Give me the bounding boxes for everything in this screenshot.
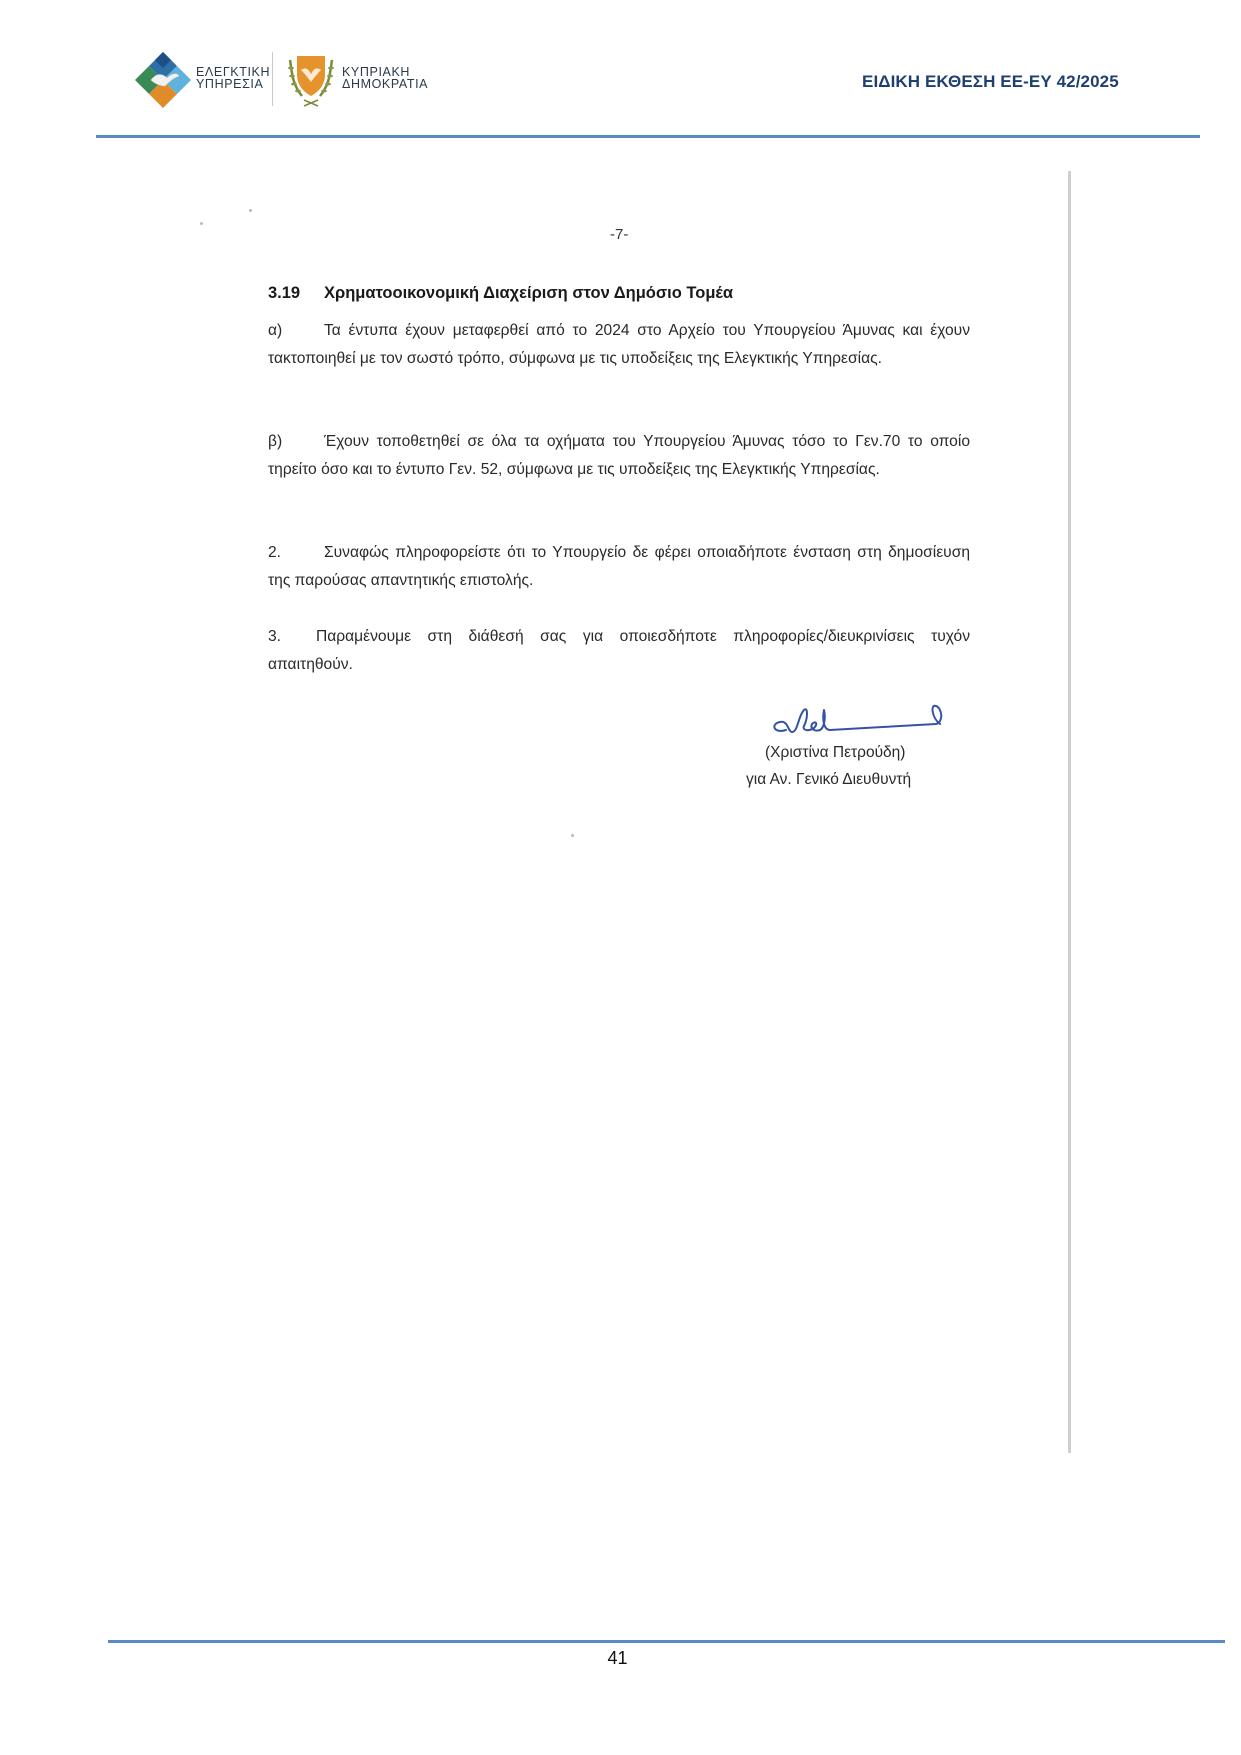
paragraph-b xyxy=(268,428,970,483)
section-number: 3.19 xyxy=(268,284,301,302)
page-number xyxy=(0,1648,1241,1669)
section-heading xyxy=(268,284,733,303)
republic-line1: ΚΥΠΡΙΑΚΗ xyxy=(342,65,411,79)
paragraph-label: β) xyxy=(268,433,283,450)
republic-line2: ΔΗΜΟΚΡΑΤΙΑ xyxy=(342,77,429,91)
paragraph-label: α) xyxy=(268,322,283,339)
paragraph-a xyxy=(268,317,970,372)
page-number-text: 41 xyxy=(607,1648,628,1668)
logo-divider xyxy=(272,52,273,106)
paragraph-text: Συναφώς πληροφορείστε ότι το Υπουργείο δε φέρει οποιαδήποτε ένσταση στη δημοσίευση της παρούσας απαντητικής επιστολής. xyxy=(268,544,970,589)
letter-page-marker: -7- xyxy=(610,226,629,243)
scan-speck xyxy=(571,834,574,837)
section-title: Χρηματοοικονομική Διαχείριση στον Δημόσιο Τομέα xyxy=(324,284,734,302)
paragraph-text: Έχουν τοποθετηθεί σε όλα τα οχήματα του Υπουργείου Άμυνας τόσο το Γεν.70 το οποίο τηρείτο όσο και το έντυπο Γεν. 52, σύμφωνα με τις υποδείξεις της Ελεγκτικής Υπηρεσίας. xyxy=(268,433,970,478)
footer-rule xyxy=(108,1640,1225,1643)
paragraph-label: 3. xyxy=(268,628,282,645)
header-rule xyxy=(96,135,1200,138)
report-title: ΕΙΔΙΚΗ ΕΚΘΕΣΗ ΕΕ-ΕΥ 42/2025 xyxy=(862,72,1119,91)
handwritten-signature xyxy=(764,696,954,746)
cyprus-coat-of-arms-icon xyxy=(282,52,340,108)
audit-office-line1: ΕΛΕΓΚΤΙΚΗ xyxy=(196,65,271,79)
paragraph-text: Παραμένουμε στη διάθεσή σας για οποιεσδήποτε πληροφορίες/διευκρινίσεις τυχόν απαιτηθούν. xyxy=(268,628,970,673)
paragraph-text: Τα έντυπα έχουν μεταφερθεί από το 2024 στο Αρχείο του Υπουργείου Άμυνας και έχουν τακτοποιηθεί με τον σωστό τρόπο, σύμφωνα με τις υποδείξεις της Ελεγκτικής Υπηρεσίας. xyxy=(268,322,970,367)
signatory-title: για Αν. Γενικό Διευθυντή xyxy=(746,771,912,788)
republic-logo-text xyxy=(342,66,428,90)
scan-speck xyxy=(200,222,203,225)
scan-edge-line xyxy=(1068,171,1071,1453)
scan-speck xyxy=(249,209,252,212)
audit-office-logo-text xyxy=(196,66,270,90)
audit-office-line2: ΥΠΗΡΕΣΙΑ xyxy=(196,77,264,91)
audit-office-logo-icon xyxy=(133,50,193,110)
signatory-name: (Χριστίνα Πετρούδη) xyxy=(765,744,906,761)
paragraph-label: 2. xyxy=(268,544,282,561)
paragraph-3 xyxy=(268,623,970,678)
paragraph-2 xyxy=(268,539,970,594)
